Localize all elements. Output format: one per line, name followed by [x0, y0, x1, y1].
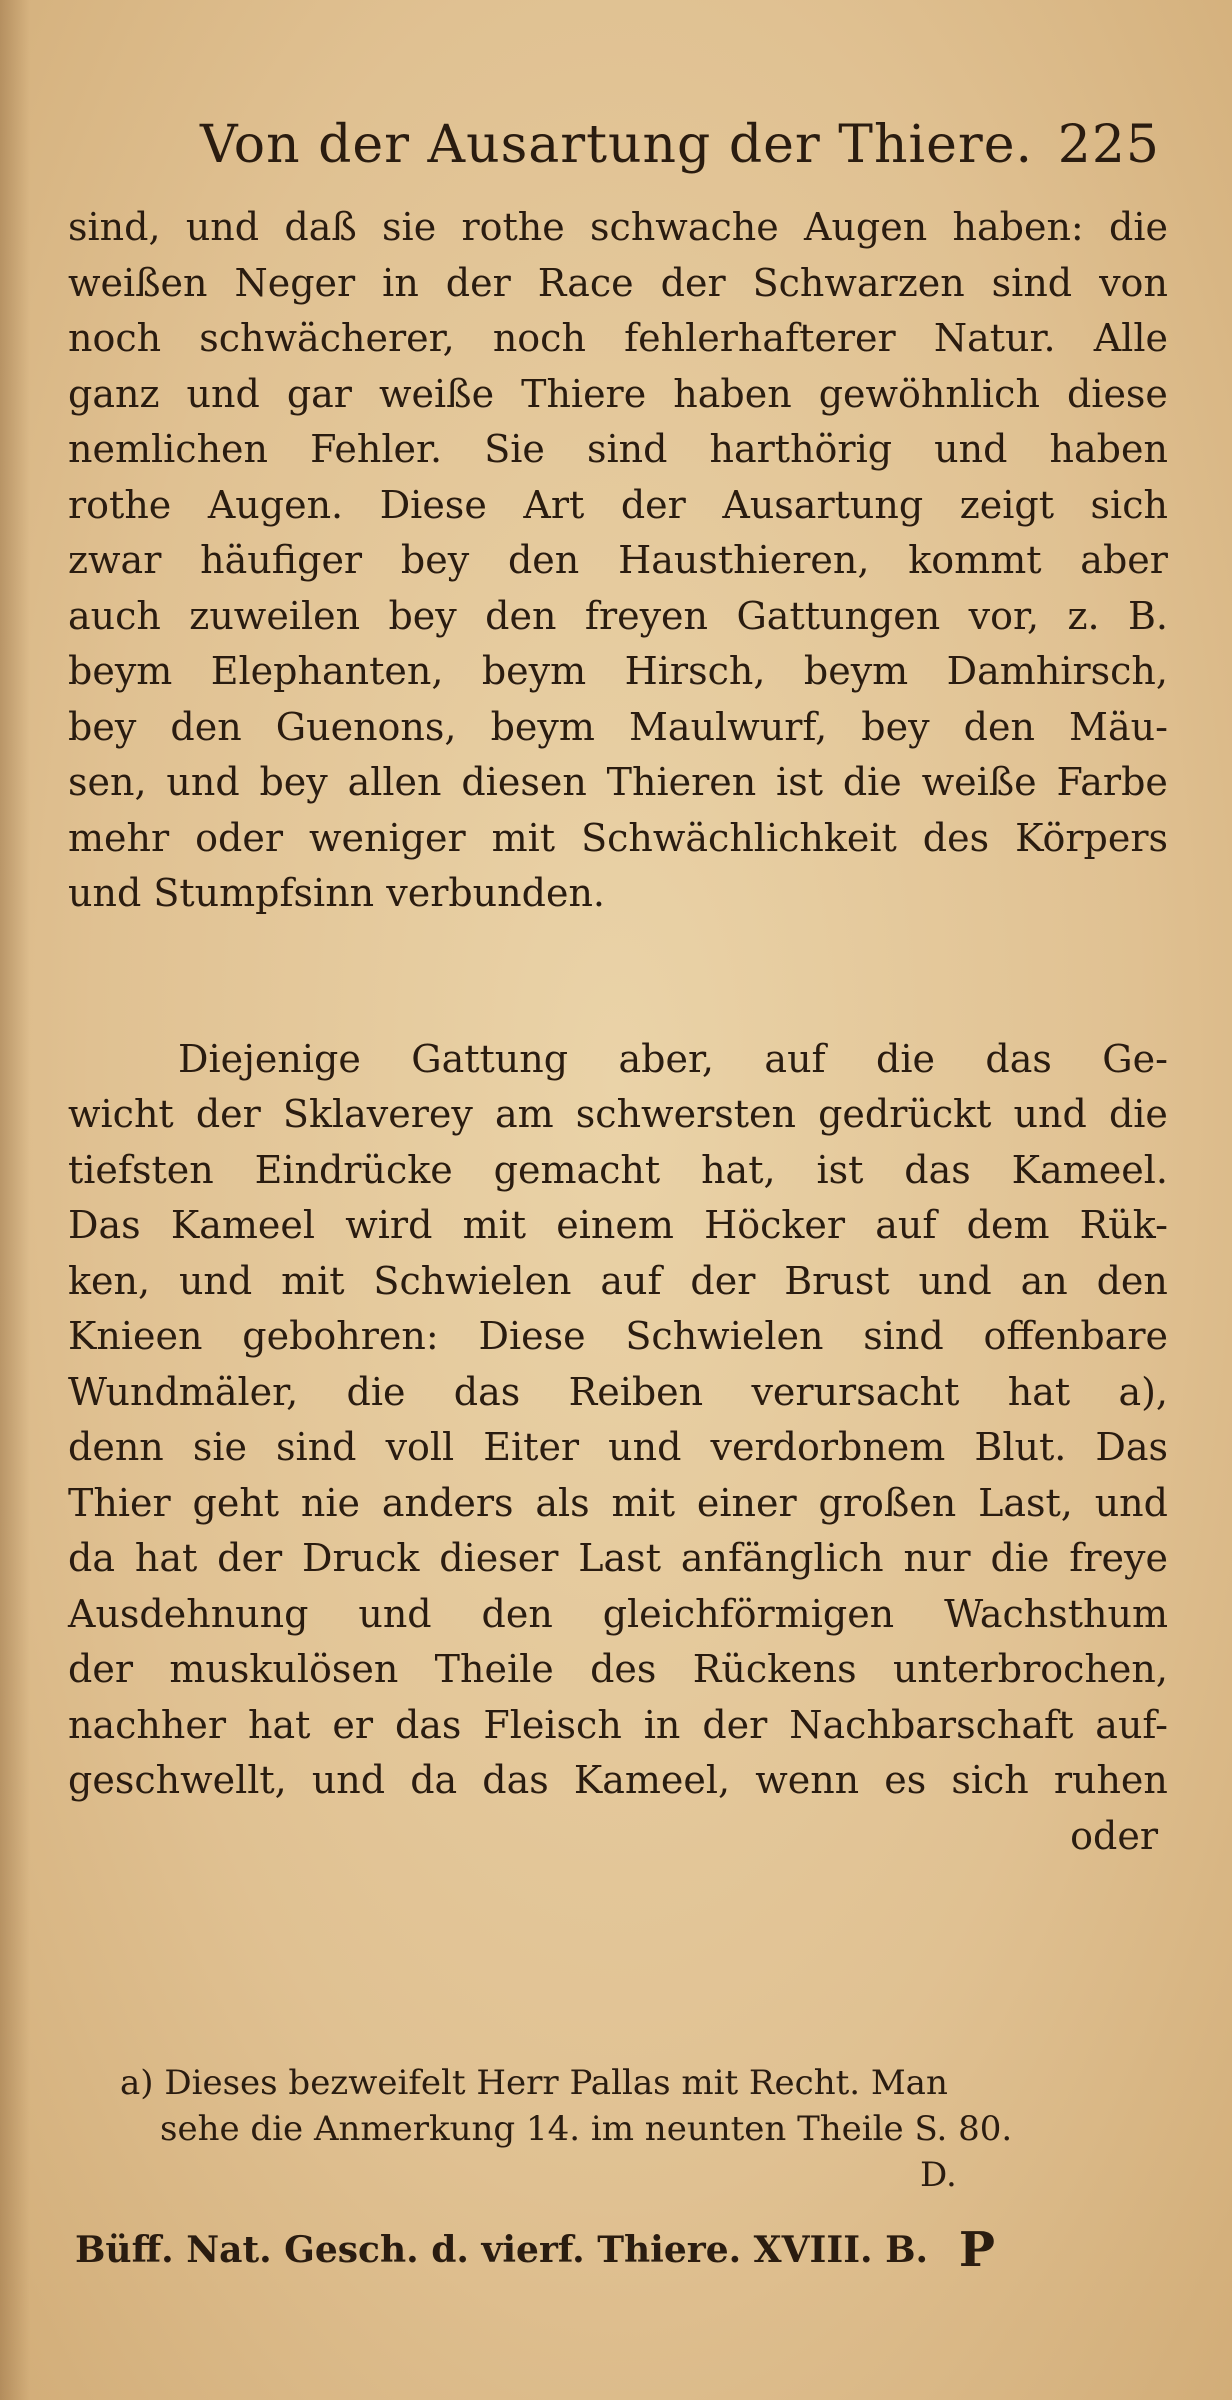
- word: hat: [134, 1536, 198, 1580]
- word: ist: [776, 760, 823, 804]
- word: Druck: [302, 1536, 420, 1580]
- word: mit: [281, 1258, 345, 1303]
- text-line: [68, 811, 1168, 867]
- word: unterbrochen,: [892, 1647, 1168, 1691]
- word: haben: [673, 371, 792, 416]
- word: auch: [68, 593, 161, 638]
- word: und: [1013, 1092, 1087, 1136]
- word: da: [410, 1758, 458, 1802]
- word: Hirsch,: [624, 649, 766, 693]
- word: Neger: [234, 260, 356, 305]
- word: noch: [492, 316, 586, 360]
- text-line: [68, 1309, 1168, 1365]
- word: freyen: [584, 593, 709, 638]
- word: es: [884, 1758, 927, 1802]
- word: Sie: [484, 427, 545, 471]
- word: und: [166, 760, 240, 804]
- word: hat: [1007, 1369, 1071, 1414]
- word: auf: [875, 1203, 937, 1247]
- word: Thieren: [606, 760, 757, 804]
- word: ruhen: [1053, 1758, 1168, 1802]
- word: Wundmäler,: [68, 1369, 299, 1414]
- word: bey: [68, 704, 137, 749]
- text-line: [68, 1143, 1168, 1199]
- text-line: [68, 1587, 1168, 1643]
- footnote-line: sehe die Anmerkung 14. im neunten Theile S. 80.: [160, 2109, 1013, 2149]
- word: schwache: [590, 205, 779, 249]
- text-line: [68, 1698, 1168, 1754]
- page-number: 225: [1057, 115, 1160, 175]
- text-line: [68, 1032, 1168, 1088]
- word: wenn: [755, 1758, 860, 1802]
- word: weiße: [379, 371, 495, 416]
- word: sind: [991, 260, 1073, 305]
- word: Schwächlichkeit: [581, 815, 897, 860]
- word: zeigt: [959, 482, 1054, 527]
- word: tiefsten: [68, 1147, 214, 1192]
- word: die: [876, 1036, 935, 1081]
- word: nemlichen: [68, 427, 269, 471]
- word: den: [507, 538, 580, 582]
- catchword: oder: [1070, 1813, 1158, 1858]
- word: Das: [1095, 1425, 1168, 1469]
- word: Maulwurf,: [629, 704, 828, 749]
- text-line: [68, 311, 1168, 367]
- word: weniger: [309, 815, 466, 860]
- word: Race: [537, 260, 634, 305]
- word: und: [186, 371, 260, 416]
- word: von: [1099, 260, 1168, 305]
- word: Nachbarschaft: [789, 1702, 1074, 1747]
- word: zuweilen: [189, 593, 361, 638]
- text-line: [68, 1476, 1168, 1532]
- word: die: [990, 1536, 1050, 1580]
- word: Theile: [434, 1647, 554, 1691]
- word: Kameel: [170, 1203, 316, 1247]
- word: vor,: [968, 593, 1040, 638]
- word: bey: [259, 760, 328, 804]
- word: Last,: [978, 1480, 1073, 1525]
- word: einer: [696, 1480, 797, 1525]
- word: der: [68, 1647, 133, 1691]
- word: diesen: [461, 760, 587, 804]
- paragraph-gap: [68, 922, 1168, 1032]
- word: haben:: [952, 205, 1084, 249]
- word: auf: [600, 1258, 662, 1303]
- word: mehr: [68, 815, 170, 860]
- word: Knieen: [68, 1314, 203, 1358]
- word: Rük-: [1079, 1203, 1168, 1247]
- word: und: [311, 1758, 386, 1802]
- word: a),: [1118, 1369, 1168, 1414]
- word: des: [922, 815, 990, 860]
- word: anfänglich: [680, 1536, 884, 1580]
- word: die: [346, 1369, 406, 1414]
- text-line: [68, 755, 1168, 811]
- word: nie: [300, 1480, 361, 1525]
- word: in: [643, 1702, 681, 1747]
- word: Mäu-: [1069, 704, 1168, 749]
- word: bey: [861, 704, 930, 749]
- word: Gattungen: [736, 593, 941, 638]
- word: rothe: [461, 205, 565, 249]
- word: harthörig: [709, 427, 893, 471]
- word: da: [68, 1536, 115, 1580]
- word: Damhirsch,: [946, 649, 1168, 693]
- signature-letter: P: [958, 2222, 995, 2278]
- word: gar: [286, 371, 352, 416]
- word: an: [1020, 1258, 1068, 1303]
- word: sind: [586, 427, 668, 471]
- text-line: [68, 1642, 1168, 1698]
- word: auf-: [1095, 1702, 1168, 1747]
- word: diese: [1066, 371, 1168, 416]
- text-line: [68, 478, 1168, 534]
- word: der: [195, 1092, 261, 1136]
- word: Diejenige: [178, 1036, 361, 1081]
- word: rothe: [68, 482, 172, 527]
- word: B.: [1127, 593, 1168, 638]
- word: und: [358, 1591, 432, 1636]
- word: und: [178, 1258, 253, 1303]
- word: Das: [68, 1203, 141, 1247]
- word: schwächerer,: [199, 316, 455, 360]
- text-line: [68, 589, 1168, 645]
- word: verdorbnem: [710, 1425, 946, 1469]
- word: Thiere: [521, 371, 647, 416]
- word: der: [217, 1536, 283, 1580]
- word: Körpers: [1015, 815, 1168, 860]
- text-line: und Stumpfsinn verbunden.: [68, 871, 605, 915]
- text-line: [68, 1365, 1168, 1421]
- footnote-author: D.: [920, 2155, 957, 2195]
- word: beym: [803, 649, 909, 693]
- word: nachher: [68, 1702, 227, 1747]
- text-line: [68, 367, 1168, 423]
- word: Ausdehnung: [68, 1591, 309, 1636]
- word: Ge-: [1102, 1036, 1168, 1081]
- word: der: [702, 1702, 768, 1747]
- word: Augen.: [207, 482, 344, 527]
- word: Schwarzen: [752, 260, 965, 305]
- word: hat: [247, 1702, 311, 1747]
- word: den: [963, 704, 1035, 749]
- word: beym: [481, 649, 587, 693]
- word: der: [690, 1258, 756, 1303]
- word: mit: [611, 1480, 676, 1525]
- word: mit: [462, 1203, 527, 1247]
- word: Thier: [68, 1480, 171, 1525]
- word: Farbe: [1056, 760, 1168, 804]
- word: Elephanten,: [210, 649, 444, 693]
- word: und: [185, 205, 260, 249]
- word: und: [1094, 1480, 1168, 1525]
- word: haben: [1049, 427, 1168, 471]
- word: einem: [556, 1203, 674, 1247]
- word: Kameel,: [573, 1758, 731, 1802]
- word: dem: [966, 1203, 1050, 1247]
- word: die: [1108, 1092, 1168, 1136]
- word: in: [382, 260, 419, 305]
- word: auf: [764, 1036, 826, 1081]
- word: aber,: [618, 1036, 715, 1081]
- word: bey: [388, 593, 457, 638]
- printer-signature: [75, 2215, 995, 2285]
- word: ganz: [68, 371, 160, 416]
- word: als: [535, 1480, 590, 1525]
- text-line: [68, 1531, 1168, 1587]
- text-line: [68, 1087, 1168, 1143]
- text-line: [68, 644, 1168, 700]
- word: Last: [578, 1536, 661, 1580]
- word: wicht: [68, 1092, 174, 1136]
- word: kommt: [908, 538, 1042, 582]
- word: und: [608, 1425, 682, 1469]
- word: Brust: [784, 1258, 890, 1303]
- text-line: [68, 533, 1168, 589]
- word: sind: [276, 1425, 357, 1469]
- word: das: [904, 1147, 971, 1192]
- word: geschwellt,: [68, 1758, 287, 1802]
- word: bey: [400, 538, 470, 582]
- word: freye: [1069, 1536, 1168, 1580]
- word: die: [1109, 205, 1168, 249]
- text-line: [68, 1420, 1168, 1476]
- word: geht: [192, 1480, 280, 1525]
- text-line: [68, 256, 1168, 312]
- word: gewöhnlich: [818, 371, 1040, 416]
- word: z.: [1067, 593, 1100, 638]
- word: Augen: [804, 205, 928, 249]
- running-header: [200, 105, 1160, 185]
- word: sie: [382, 205, 437, 249]
- word: sich: [1090, 482, 1168, 527]
- word: muskulösen: [169, 1647, 399, 1691]
- text-line: [68, 700, 1168, 756]
- word: den: [1096, 1258, 1168, 1303]
- word: weißen: [68, 260, 208, 305]
- word: häufiger: [200, 538, 363, 582]
- word: offenbare: [983, 1314, 1168, 1358]
- word: Diese: [379, 482, 487, 527]
- word: oder: [195, 815, 284, 860]
- word: hat,: [701, 1147, 776, 1192]
- word: gebohren:: [242, 1314, 439, 1358]
- word: daß: [284, 205, 357, 249]
- word: sie: [192, 1425, 247, 1469]
- word: Sklaverey: [282, 1092, 473, 1136]
- word: Reiben: [568, 1369, 704, 1414]
- text-line: [68, 422, 1168, 478]
- word: am: [494, 1092, 554, 1136]
- word: Natur.: [933, 316, 1056, 360]
- word: sind: [863, 1314, 944, 1358]
- word: Gattung: [411, 1036, 569, 1081]
- word: nur: [903, 1536, 971, 1580]
- word: Guenons,: [275, 704, 457, 749]
- word: Höcker: [704, 1203, 846, 1247]
- word: schwersten: [575, 1092, 796, 1136]
- word: denn: [68, 1425, 164, 1469]
- body-text: [68, 200, 1168, 1864]
- word: zwar: [68, 538, 162, 582]
- word: beym: [490, 704, 595, 749]
- text-line: [68, 1753, 1168, 1809]
- word: sich: [951, 1758, 1029, 1802]
- word: Art: [523, 482, 585, 527]
- word: und: [918, 1258, 992, 1303]
- word: der: [445, 260, 511, 305]
- word: verursacht: [751, 1369, 960, 1414]
- word: Diese: [478, 1314, 586, 1358]
- word: fehlerhafterer: [624, 316, 896, 360]
- header-title: Von der Ausartung der Thiere.: [200, 115, 1034, 175]
- footnote-line: a) Dieses bezweifelt Herr Pallas mit Recht. Man: [120, 2063, 948, 2103]
- word: Eiter: [483, 1425, 580, 1469]
- word: großen: [818, 1480, 957, 1525]
- word: ist: [816, 1147, 864, 1192]
- word: den: [170, 704, 242, 749]
- word: Schwielen: [625, 1314, 824, 1358]
- word: beym: [68, 649, 173, 693]
- word: gemacht: [493, 1147, 661, 1192]
- word: Kameel.: [1011, 1147, 1168, 1192]
- word: wird: [345, 1203, 433, 1247]
- word: allen: [347, 760, 442, 804]
- word: Blut.: [974, 1425, 1067, 1469]
- word: dieser: [439, 1536, 559, 1580]
- footnote: [120, 2060, 1180, 2198]
- word: Alle: [1093, 316, 1168, 360]
- text-line: [68, 200, 1168, 256]
- word: Ausartung: [722, 482, 924, 527]
- word: mit: [491, 815, 556, 860]
- word: weiße: [921, 760, 1037, 804]
- word: anders: [381, 1480, 514, 1525]
- signature-mark: Büff. Nat. Gesch. d. vierf. Thiere. XVIII. B.: [75, 2229, 929, 2271]
- word: das: [482, 1758, 549, 1802]
- word: Wachsthum: [944, 1591, 1168, 1636]
- word: Eindrücke: [254, 1147, 453, 1192]
- word: Fehler.: [310, 427, 443, 471]
- word: gleichförmigen: [602, 1591, 895, 1636]
- word: sind,: [68, 205, 161, 249]
- word: Rückens: [692, 1647, 857, 1691]
- word: voll: [385, 1425, 455, 1469]
- word: die: [842, 760, 902, 804]
- word: das: [985, 1036, 1052, 1081]
- word: Fleisch: [483, 1702, 622, 1747]
- word: das: [394, 1702, 462, 1747]
- page-edge-shadow: [0, 0, 30, 2400]
- word: der: [660, 260, 726, 305]
- word: Schwielen: [373, 1258, 572, 1303]
- word: das: [453, 1369, 521, 1414]
- word: aber: [1080, 538, 1168, 582]
- word: noch: [68, 316, 162, 360]
- word: des: [590, 1647, 657, 1691]
- word: der: [620, 482, 686, 527]
- word: gedrückt: [818, 1092, 992, 1136]
- word: er: [332, 1702, 373, 1747]
- word: den: [481, 1591, 553, 1636]
- text-line: [68, 1198, 1168, 1254]
- word: den: [485, 593, 557, 638]
- word: ken,: [68, 1258, 151, 1303]
- word: sen,: [68, 760, 147, 804]
- word: und: [934, 427, 1008, 471]
- text-line: [68, 1254, 1168, 1310]
- word: Hausthieren,: [618, 538, 870, 582]
